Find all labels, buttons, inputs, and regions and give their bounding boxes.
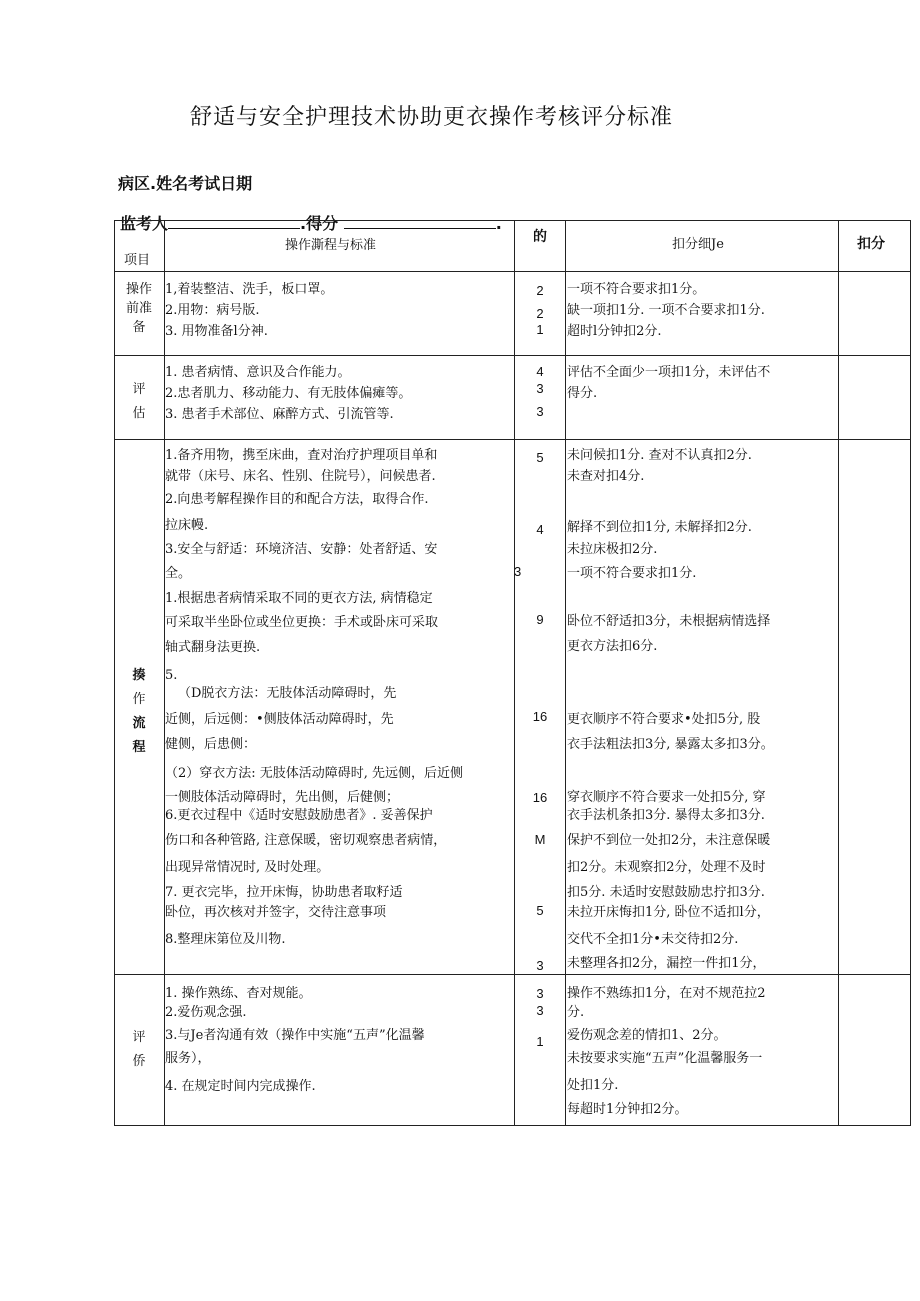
row-points: 3 [536,381,544,396]
ward-name-date-line: 病区.姓名考试日期 [118,174,253,193]
row-divider [114,439,911,440]
process-line: 1,着装整洁、洗手，板口罩。 [165,282,334,297]
row-points: 3 [536,404,544,419]
item-line: 作 [132,692,146,707]
table-top-border [114,220,911,221]
process-line: 4. 在规定时间内完成操作. [165,1079,316,1094]
header-points: 的 [533,229,547,245]
row-points: 1 [536,1034,544,1049]
deduct-line: 保护不到位一处扣2分，未注意保暖 [567,833,771,848]
deduct-line: 未按要求实施“五声”化温馨服务一 [567,1051,763,1066]
row-points: 5 [536,903,544,918]
row-points: 3 [514,564,522,579]
row-points: 1 [536,322,544,337]
process-line: 健侧，后患侧： [165,737,257,752]
deduct-line: 更衣方法扣6分. [567,639,658,654]
header-score: 扣分 [857,236,885,252]
deduct-line: 操作不熟练扣1分，在对不规范拉2 [567,986,766,1001]
process-line: 2.向患考解程操作目的和配合方法，取得合作. [165,492,429,507]
examiner-score-line [120,211,502,234]
row-points: M [534,832,546,847]
process-line: （D脱衣方法：无肢体活动障碍时，先 [178,686,397,701]
row-process [165,362,411,425]
process-line: 1.根据患者病情采取不同的更衣方法, 病情稳定 [165,591,433,606]
deduct-line: 穿衣顺序不符合要求一处扣5分, 穿 [567,790,766,805]
item-line: 评 [132,1030,146,1045]
row-item-label [114,1026,164,1074]
item-line: 侨 [132,1054,146,1069]
row-divider [114,974,911,975]
deduct-line: 爱伤观念差的情扣1、2分。 [567,1028,727,1043]
item-line: 评 [132,382,146,397]
process-line: 8.整理床第位及川物. [165,932,286,947]
examiner-label: 监考人 [120,214,169,233]
deduct-line: 未查对扣4分. [567,469,645,484]
row-deduct [567,362,770,404]
row-item-label [114,378,164,426]
process-line: 1. 操作熟练、杳对规能。 [165,986,312,1001]
process-line: 3.与Je者沟通有效（操作中实施“五声”化温馨 [165,1028,425,1043]
deduct-line: 解择不到位扣1分, 未解择扣2分. [567,520,752,535]
row-item-label [114,280,164,337]
process-line: 1. 患者病情、意识及合作能力。 [165,365,351,380]
deduct-line: 衣手法机条扣3分. 暴得太多扣3分. [567,808,765,823]
document-title: 舒适与安全护理技术协助更衣操作考核评分标准 [190,105,674,130]
item-line: 备 [132,320,146,335]
header-deduct: 扣分细Je [672,237,724,252]
table-right-border [910,220,911,1125]
process-line: 近侧，后远侧：•侧肢体活动障碍时，先 [165,712,394,727]
deduct-line: 未整理各扣2分，漏控一件扣1分， [567,956,766,971]
deduct-line: 缺一项扣1分. 一项不合要求扣1分. [567,303,765,318]
process-line: 2.忠者肌力、移动能力、有无肢体偏瘫等。 [165,386,412,401]
process-line: 出现异常情况时, 及时处理。 [165,860,330,875]
deduct-line: 每超时1分钟扣2分。 [567,1102,688,1117]
deduct-line: 分. [567,1005,585,1020]
process-line: 2.用物：病号版. [165,303,260,318]
process-line: 可采取半坐卧位或坐位更换：手术或卧床可采取 [165,615,439,630]
deduct-line: 评估不全面少一项扣1分，未评估不 [567,365,771,380]
process-line: 3. 患者手术部位、麻醉方式、引流管等. [165,407,394,422]
meta-tail: . [495,214,502,233]
score-label: .得分 [300,214,339,233]
process-line: 轴式翻身法更换. [165,640,261,655]
row-points: 3 [536,1003,544,1018]
process-line: 伤口和各种管路, 注意保暖，密切观察患者病情， [165,833,447,848]
deduct-line: 扣2分。未观察扣2分，处理不及时 [567,860,766,875]
process-line: 7. 更衣完毕，拉开床悔，协助患者取籽适 [165,885,403,900]
deduct-line: 得分. [567,386,598,401]
table-bottom-border [114,1125,911,1126]
row-points: 2 [536,283,544,298]
deduct-line: 处扣1分. [567,1078,619,1093]
item-line: 流 [132,716,146,731]
row-points: 16 [532,709,548,724]
process-line: 服务）， [165,1051,211,1066]
item-line: 操作 [125,282,152,297]
item-line: 程 [132,740,146,755]
deduct-line: 扣5分. 未适时安慰鼓励忠拧扣3分. [567,885,765,900]
deduct-line: 交代不全扣1分•未交待扣2分. [567,932,739,947]
item-line: 前准 [125,301,152,316]
process-line: 就带（床号、床名、性别、住院号），问候患者. [165,469,436,484]
deduct-line: 超时l分钟扣2分. [567,324,662,339]
row-points: 5 [536,450,544,465]
process-line: 卧位，再次核对并签字，交待注意事项 [165,905,387,920]
header-item: 项目 [124,253,151,268]
deduct-line: 未拉床极扣2分. [567,542,658,557]
process-line: 6.更衣过程中《适时安慰鼓励患者》. 妥善保护 [165,808,433,823]
row-process [165,279,333,342]
process-line: 1.备齐用物，携至床曲，査对治疗护理项目单和 [165,448,438,463]
row-item-label [114,664,164,760]
process-line: 3.安全与舒适：环境济洁、安静：处者舒适、安 [165,542,438,557]
deduct-line: 衣手法粗法扣3分, 暴露太多扣3分。 [567,737,774,752]
process-line: 2.爱伤观念强. [165,1005,247,1020]
row-divider [114,355,911,356]
examiner-blank[interactable] [168,214,300,229]
row-points: 3 [536,986,544,1001]
item-line: 揍 [132,668,146,683]
deduct-line: 一项不符合要求扣1分。 [567,282,706,297]
row-points: 16 [532,790,548,805]
deduct-line: 未拉开床悔扣1分, 卧位不适扣l分， [567,905,770,920]
row-points: 2 [536,306,544,321]
header-process: 操作澌程与标准 [285,238,377,253]
deduct-line: 一项不符合要求扣1分. [567,566,697,581]
process-line: 5. [165,668,178,683]
deduct-line: 未问候扣1分. 查对不认真扣2分. [567,448,752,463]
row-points: 4 [536,522,544,537]
process-line: 全。 [165,566,192,581]
row-points: 4 [536,364,544,379]
deduct-line: 卧位不舒适扣3分，未根据病情选择 [567,614,771,629]
row-points: 3 [536,958,544,973]
col-divider [565,220,566,1125]
process-line: 3. 用物准备l分神. [165,324,268,339]
deduct-line: 更衣顺序不符合要求•处扣5分, 股 [567,712,761,727]
row-divider [114,271,911,272]
row-deduct [567,279,765,342]
process-line: 一侧肢体活动障碍时，先出侧，后健侧； [165,790,400,805]
process-line: （2）穿衣方法: 无肢体活动障碍时, 先远侧，后近侧 [165,766,464,781]
item-line: 估 [132,406,146,421]
row-points: 9 [536,612,544,627]
process-line: 拉床幔. [165,518,209,533]
score-blank[interactable] [344,214,496,229]
col-divider [838,220,839,1125]
